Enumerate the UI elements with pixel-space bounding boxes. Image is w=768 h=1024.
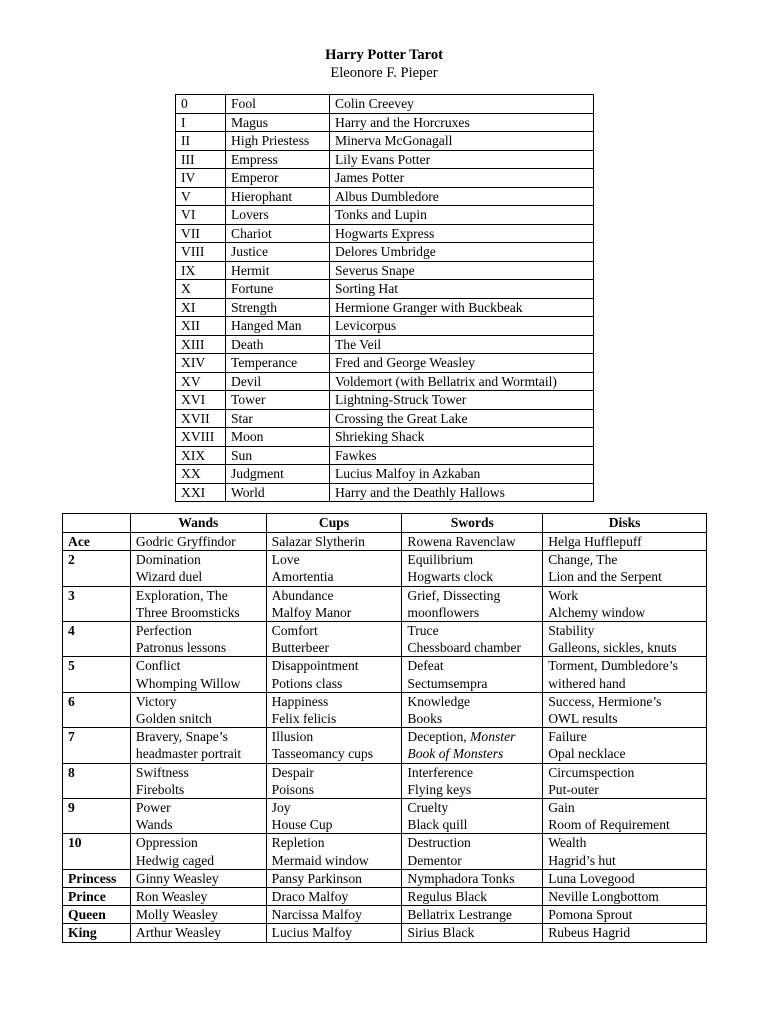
card-assignment: Fred and George Weasley [330, 354, 594, 373]
card-name: Hanged Man [226, 317, 330, 336]
cell-line: Abundance [271, 587, 334, 603]
cell-wands [130, 533, 266, 551]
cell-line: Success, Hermione’s [548, 693, 662, 709]
header-disks: Disks [543, 514, 707, 533]
minor-arcana-row [63, 924, 707, 942]
cell-line: Firebolts [135, 781, 185, 797]
cell-line: Three Broomsticks [135, 604, 240, 620]
major-arcana-row [176, 132, 594, 151]
cell-line: Power [135, 800, 171, 816]
card-name: Fortune [226, 280, 330, 299]
cell-wands [130, 799, 266, 834]
cell-disks [543, 763, 707, 798]
cell-line: Put-outer [548, 781, 599, 797]
minor-arcana-row [63, 622, 707, 657]
minor-arcana-table [62, 513, 707, 943]
card-name: Death [226, 335, 330, 354]
card-number: IV [176, 169, 226, 188]
major-arcana-row [176, 298, 594, 317]
major-arcana-row [176, 261, 594, 280]
card-assignment: Harry and the Deathly Hallows [330, 483, 594, 502]
minor-arcana-row [63, 586, 707, 621]
cell-disks [543, 657, 707, 692]
minor-arcana-row [63, 869, 707, 887]
cell-line: Circumspection [548, 764, 635, 780]
card-assignment: Tonks and Lupin [330, 206, 594, 225]
document-author: Eleonore F. Pieper [330, 65, 438, 81]
cell-line: Poisons [271, 781, 314, 797]
document-title: Harry Potter Tarot [325, 47, 443, 63]
rank-label: 7 [63, 728, 131, 763]
cell-line: Hagrid’s hut [548, 852, 616, 868]
cell-line: Torment, Dumbledore’s [548, 658, 678, 674]
card-name: Chariot [226, 224, 330, 243]
rank-label: 4 [63, 622, 131, 657]
cell-line: Bravery, Snape’s [135, 729, 228, 745]
cell-line: Mermaid window [271, 852, 369, 868]
card-number: XIII [176, 335, 226, 354]
cell-swords [402, 692, 543, 727]
card-number: XX [176, 465, 226, 484]
cell-disks [543, 692, 707, 727]
cell-line: Room of Requirement [548, 817, 670, 833]
card-assignment: Colin Creevey [330, 95, 594, 114]
card-number: XV [176, 372, 226, 391]
major-arcana-row [176, 335, 594, 354]
header-corner [63, 514, 131, 533]
card-assignment: Hermione Granger with Buckbeak [330, 298, 594, 317]
cell-line: Destruction [407, 835, 471, 851]
cell-line: Truce [407, 623, 439, 639]
card-assignment: James Potter [330, 169, 594, 188]
cell-line: Victory [135, 693, 177, 709]
cell-line: Lucius Malfoy [271, 925, 353, 941]
cell-line: Gain [548, 800, 575, 816]
card-name: World [226, 483, 330, 502]
cell-cups [266, 692, 402, 727]
card-name: Empress [226, 150, 330, 169]
cell-line: Work [548, 587, 579, 603]
cell-line: Rowena Ravenclaw [407, 534, 516, 549]
cell-line: Narcissa Malfoy [271, 907, 362, 923]
cell-line: Exploration, The [135, 587, 228, 603]
minor-arcana-row [63, 906, 707, 924]
cell-line: Helga Hufflepuff [548, 534, 642, 549]
cell-cups [266, 924, 402, 942]
cell-disks [543, 533, 707, 551]
rank-label: 9 [63, 799, 131, 834]
card-name: High Priestess [226, 132, 330, 151]
cell-line: Chessboard chamber [407, 640, 522, 656]
cell-line: Lion and the Serpent [548, 569, 662, 585]
cell-wands [130, 551, 266, 586]
major-arcana-body [176, 95, 594, 502]
card-name: Star [226, 409, 330, 428]
cell-line: Molly Weasley [135, 907, 218, 923]
cell-line: OWL results [548, 711, 618, 727]
card-number: X [176, 280, 226, 299]
card-assignment: Shrieking Shack [330, 428, 594, 447]
major-arcana-row [176, 187, 594, 206]
cell-line: Ron Weasley [135, 889, 208, 905]
card-assignment: Albus Dumbledore [330, 187, 594, 206]
cell-cups [266, 533, 402, 551]
cell-swords [402, 834, 543, 869]
major-arcana-row [176, 169, 594, 188]
cell-line: Butterbeer [271, 640, 330, 656]
cell-swords [402, 906, 543, 924]
major-arcana-row [176, 243, 594, 262]
cell-line: Despair [271, 764, 314, 780]
cell-line: Alchemy window [548, 604, 646, 620]
cell-line: withered hand [548, 675, 626, 691]
cell-wands [130, 763, 266, 798]
card-assignment: Crossing the Great Lake [330, 409, 594, 428]
cell-swords [402, 533, 543, 551]
cell-text: Deception, [407, 729, 471, 745]
cell-line [407, 728, 537, 745]
rank-label: Prince [63, 888, 131, 906]
cell-swords [402, 869, 543, 887]
minor-arcana-row [63, 834, 707, 869]
major-arcana-row [176, 483, 594, 502]
cell-disks [543, 551, 707, 586]
card-assignment: Lucius Malfoy in Azkaban [330, 465, 594, 484]
cell-line: Happiness [271, 693, 329, 709]
card-number: IX [176, 261, 226, 280]
major-arcana-row [176, 280, 594, 299]
cell-line: Pomona Sprout [548, 907, 633, 923]
card-number: XVIII [176, 428, 226, 447]
cell-line: Nymphadora Tonks [407, 870, 515, 886]
card-name: Justice [226, 243, 330, 262]
major-arcana-row [176, 465, 594, 484]
cell-disks [543, 888, 707, 906]
card-assignment: Hogwarts Express [330, 224, 594, 243]
cell-line: moonflowers [407, 604, 480, 620]
cell-wands [130, 728, 266, 763]
cell-line: Luna Lovegood [548, 870, 635, 886]
cell-swords [402, 551, 543, 586]
card-number: VI [176, 206, 226, 225]
cell-line: House Cup [271, 817, 333, 833]
card-number: XVII [176, 409, 226, 428]
card-name: Hierophant [226, 187, 330, 206]
cell-line: Cruelty [407, 800, 449, 816]
cell-line: Grief, Dissecting [407, 587, 501, 603]
cell-line: Golden snitch [135, 711, 212, 727]
cell-line: Disappointment [271, 658, 359, 674]
cell-line: Love [271, 552, 300, 568]
cell-line: headmaster portrait [135, 746, 242, 762]
cell-wands [130, 657, 266, 692]
card-name: Strength [226, 298, 330, 317]
cell-line: Whomping Willow [135, 675, 241, 691]
cell-line: Felix felicis [271, 711, 337, 727]
header-cups: Cups [266, 514, 402, 533]
major-arcana-row [176, 224, 594, 243]
cell-line: Wealth [548, 835, 587, 851]
cell-cups [266, 586, 402, 621]
cell-line: Wands [135, 817, 173, 833]
cell-line: Oppression [135, 835, 198, 851]
minor-arcana-row [63, 551, 707, 586]
major-arcana-row [176, 391, 594, 410]
rank-label: 2 [63, 551, 131, 586]
card-assignment: Delores Umbridge [330, 243, 594, 262]
major-arcana-table [175, 94, 594, 502]
card-assignment: Sorting Hat [330, 280, 594, 299]
cell-line: Flying keys [407, 781, 472, 797]
minor-arcana-body [63, 533, 707, 943]
cell-line: Salazar Slytherin [271, 534, 365, 549]
card-name: Emperor [226, 169, 330, 188]
cell-wands [130, 906, 266, 924]
cell-cups [266, 763, 402, 798]
cell-swords [402, 924, 543, 942]
cell-line: Hogwarts clock [407, 569, 494, 585]
major-arcana-row [176, 428, 594, 447]
cell-wands [130, 834, 266, 869]
cell-line: Repletion [271, 835, 325, 851]
cell-line: Stability [548, 623, 595, 639]
card-number: XXI [176, 483, 226, 502]
cell-cups [266, 869, 402, 887]
cell-line: Joy [271, 800, 291, 816]
rank-label: 10 [63, 834, 131, 869]
card-name: Moon [226, 428, 330, 447]
card-name: Tower [226, 391, 330, 410]
minor-arcana-row [63, 657, 707, 692]
minor-arcana-row [63, 799, 707, 834]
cell-disks [543, 834, 707, 869]
rank-label: 3 [63, 586, 131, 621]
cell-line: Interference [407, 764, 474, 780]
cell-line: Knowledge [407, 693, 471, 709]
card-assignment: The Veil [330, 335, 594, 354]
cell-cups [266, 551, 402, 586]
card-assignment: Fawkes [330, 446, 594, 465]
card-number: III [176, 150, 226, 169]
cell-cups [266, 834, 402, 869]
card-name: Judgment [226, 465, 330, 484]
card-number: VIII [176, 243, 226, 262]
cell-line: Change, The [548, 552, 618, 568]
cell-line: Defeat [407, 658, 444, 674]
rank-label: Queen [63, 906, 131, 924]
card-assignment: Lightning-Struck Tower [330, 391, 594, 410]
card-number: 0 [176, 95, 226, 114]
rank-label: Princess [63, 869, 131, 887]
card-name: Devil [226, 372, 330, 391]
major-arcana-row [176, 354, 594, 373]
cell-line: Sectumsempra [407, 675, 488, 691]
cell-swords [402, 888, 543, 906]
header-wands: Wands [130, 514, 266, 533]
cell-line: Illusion [271, 729, 314, 745]
card-assignment: Harry and the Horcruxes [330, 113, 594, 132]
minor-arcana-row [63, 533, 707, 551]
major-arcana-row [176, 150, 594, 169]
card-number: I [176, 113, 226, 132]
cell-line: Perfection [135, 623, 192, 639]
cell-line: Ginny Weasley [135, 870, 219, 886]
cell-cups [266, 657, 402, 692]
card-assignment: Levicorpus [330, 317, 594, 336]
major-arcana-row [176, 317, 594, 336]
rank-label: Ace [63, 533, 131, 551]
card-number: V [176, 187, 226, 206]
cell-line: Tasseomancy cups [271, 746, 374, 762]
cell-line: Wizard duel [135, 569, 203, 585]
cell-disks [543, 728, 707, 763]
rank-label: 5 [63, 657, 131, 692]
cell-line: Malfoy Manor [271, 604, 352, 620]
cell-disks [543, 924, 707, 942]
cell-line: Opal necklace [548, 746, 626, 762]
major-arcana-row [176, 113, 594, 132]
cell-line: Domination [135, 552, 201, 568]
minor-arcana-row [63, 888, 707, 906]
cell-wands [130, 924, 266, 942]
cell-line: Draco Malfoy [271, 889, 349, 905]
cell-line: Comfort [271, 623, 318, 639]
card-name: Magus [226, 113, 330, 132]
cell-line: Galleons, sickles, knuts [548, 640, 677, 656]
cell-swords [402, 728, 543, 763]
card-number: XIX [176, 446, 226, 465]
cell-line: Potions class [271, 675, 343, 691]
cell-disks [543, 906, 707, 924]
cell-wands [130, 869, 266, 887]
cell-disks [543, 799, 707, 834]
card-number: XI [176, 298, 226, 317]
cell-line: Black quill [407, 817, 468, 833]
card-name: Sun [226, 446, 330, 465]
cell-line: Sirius Black [407, 925, 475, 941]
minor-arcana-header-row [63, 514, 707, 533]
card-assignment: Lily Evans Potter [330, 150, 594, 169]
cell-wands [130, 888, 266, 906]
cell-wands [130, 622, 266, 657]
cell-cups [266, 799, 402, 834]
major-arcana-row [176, 409, 594, 428]
cell-line: Swiftness [135, 764, 189, 780]
major-arcana-row [176, 206, 594, 225]
major-arcana-row [176, 95, 594, 114]
cell-line: Rubeus Hagrid [548, 925, 631, 941]
card-assignment: Severus Snape [330, 261, 594, 280]
cell-line: Patronus lessons [135, 640, 227, 656]
card-name: Lovers [226, 206, 330, 225]
cell-swords [402, 622, 543, 657]
cell-line: Amortentia [271, 569, 334, 585]
rank-label: 6 [63, 692, 131, 727]
cell-line-italic: Book of Monsters [407, 746, 504, 762]
cell-line: Bellatrix Lestrange [407, 907, 512, 923]
card-assignment: Minerva McGonagall [330, 132, 594, 151]
cell-line: Equilibrium [407, 552, 474, 568]
cell-wands [130, 692, 266, 727]
card-assignment: Voldemort (with Bellatrix and Wormtail) [330, 372, 594, 391]
cell-disks [543, 869, 707, 887]
card-name: Temperance [226, 354, 330, 373]
cell-line: Conflict [135, 658, 181, 674]
rank-label: 8 [63, 763, 131, 798]
cell-cups [266, 622, 402, 657]
cell-line: Dementor [407, 852, 462, 868]
cell-line: Arthur Weasley [135, 925, 221, 941]
cell-cups [266, 728, 402, 763]
cell-text-italic: Monster [470, 729, 516, 745]
minor-arcana-row [63, 692, 707, 727]
card-number: XIV [176, 354, 226, 373]
card-number: XVI [176, 391, 226, 410]
cell-line: Regulus Black [407, 889, 488, 905]
card-name: Fool [226, 95, 330, 114]
major-arcana-row [176, 372, 594, 391]
card-number: II [176, 132, 226, 151]
cell-swords [402, 763, 543, 798]
cell-disks [543, 622, 707, 657]
card-number: VII [176, 224, 226, 243]
cell-line: Books [407, 711, 443, 727]
header-swords: Swords [402, 514, 543, 533]
cell-swords [402, 657, 543, 692]
cell-wands [130, 586, 266, 621]
minor-arcana-row [63, 728, 707, 763]
cell-line: Hedwig caged [135, 852, 215, 868]
cell-line: Neville Longbottom [548, 889, 659, 905]
cell-line: Failure [548, 729, 587, 745]
cell-cups [266, 888, 402, 906]
card-number: XII [176, 317, 226, 336]
cell-line: Godric Gryffindor [135, 534, 236, 549]
major-arcana-row [176, 446, 594, 465]
rank-label: King [63, 924, 131, 942]
cell-swords [402, 586, 543, 621]
cell-line: Pansy Parkinson [271, 870, 362, 886]
minor-arcana-row [63, 763, 707, 798]
cell-disks [543, 586, 707, 621]
cell-cups [266, 906, 402, 924]
card-name: Hermit [226, 261, 330, 280]
cell-swords [402, 799, 543, 834]
